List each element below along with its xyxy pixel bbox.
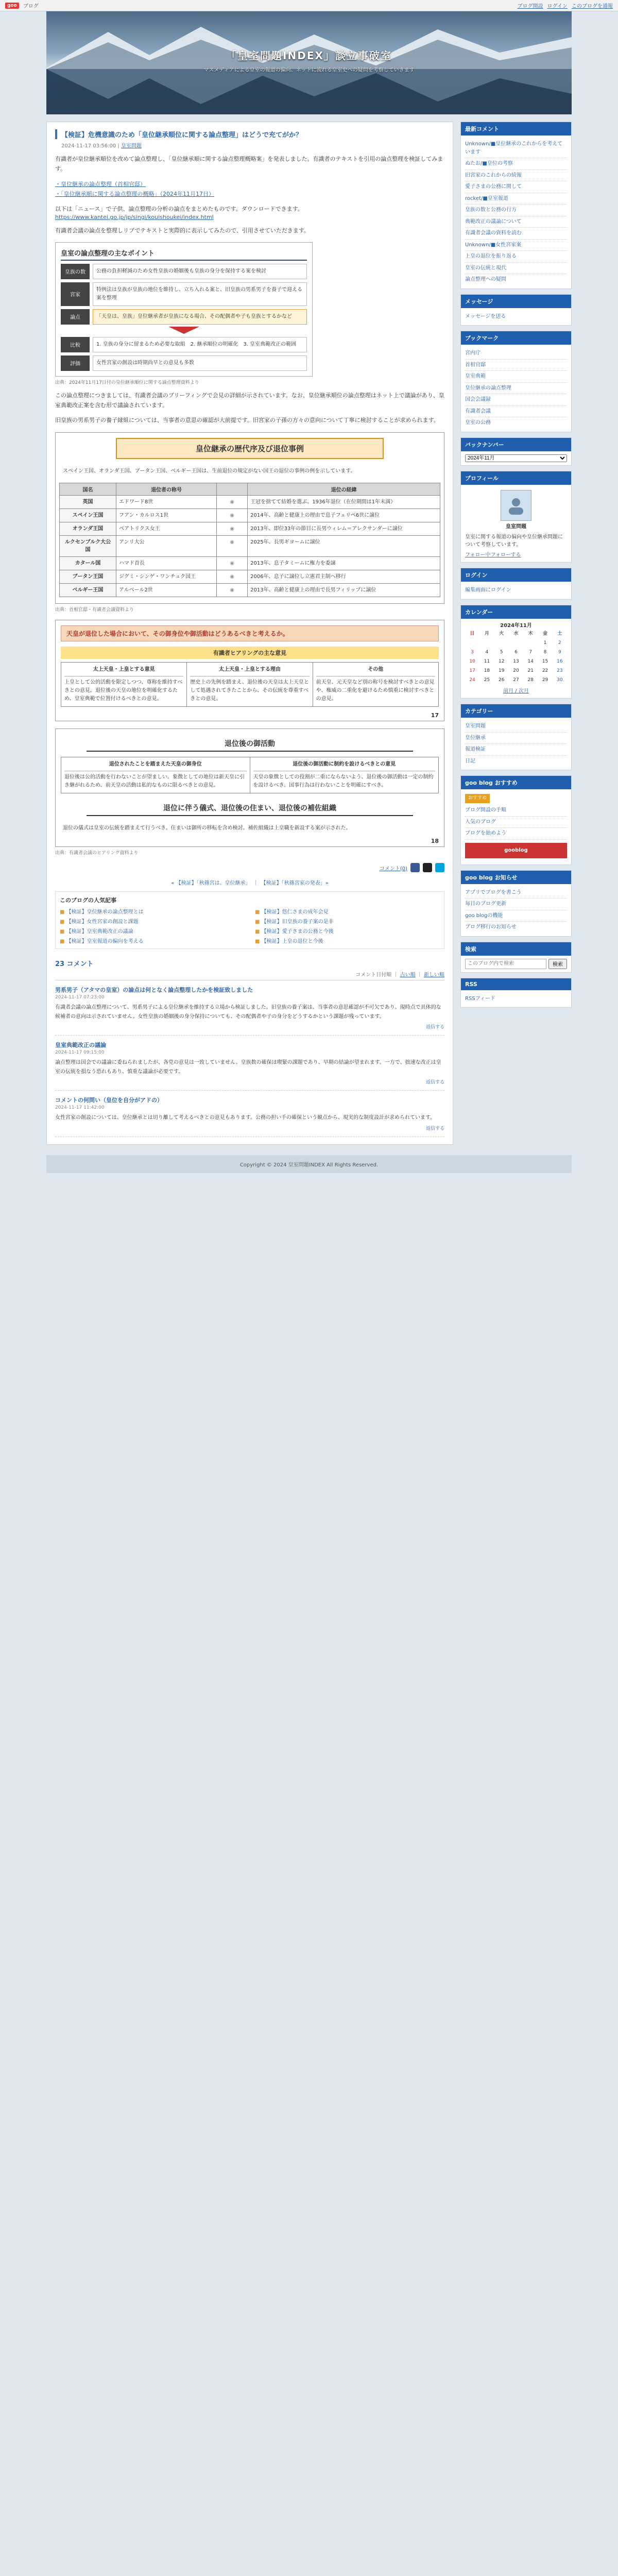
activity-head: 退位後の御活動に制約を設けるべきとの意見 [253, 760, 436, 771]
user-icon [506, 495, 526, 516]
related-title: このブログの人気記事 [60, 897, 116, 904]
slide-row-label: 皇族の数 [61, 264, 90, 279]
footer: Copyright © 2024 皇室問題INDEX All Rights Reserved. [46, 1155, 572, 1173]
opinion-column [313, 663, 438, 706]
portrait-icon: ◉ [217, 584, 248, 597]
country-cell: ブータン王国 [60, 570, 116, 584]
calendar-day [465, 639, 479, 648]
hearing-figure [55, 620, 444, 721]
slide-row [61, 309, 307, 325]
slide-row-text: 1. 皇族の身分に留まるため必要な取組 2. 継承順位の明確化 3. 皇室典範改正の範囲 [93, 337, 307, 352]
country-cell: スペイン王国 [60, 509, 116, 522]
table-row [60, 557, 440, 570]
calendar-widget [460, 605, 572, 699]
calendar-day: 18 [484, 668, 490, 673]
calendar-day: 29 [542, 677, 548, 683]
table-row [60, 584, 440, 597]
slide-row [61, 337, 307, 352]
portrait-icon: ◉ [217, 557, 248, 570]
recommend-badge: おすすめ [465, 794, 490, 803]
reply-link[interactable]: 返信する [425, 1126, 444, 1131]
weekday-label: 日 [470, 631, 475, 636]
comment [55, 1091, 444, 1137]
widget-title: プロフィール [461, 471, 571, 485]
table-caption: 出典：首相官邸・有識者会議資料より [55, 607, 134, 613]
bookmark-item[interactable]: 首相官邸 [465, 360, 567, 371]
comment-meta: 2024-11-17 11:42:00 [55, 1105, 105, 1111]
news-item[interactable]: アプリでブログを書こう [465, 887, 567, 899]
calendar-day: 22 [542, 668, 548, 673]
country-cell: 英国 [60, 496, 116, 509]
recent-comment-item[interactable]: Unknown/■女性宮家案 [465, 240, 567, 251]
recent-comment-item[interactable]: 典範改正の議論について [465, 216, 567, 228]
recent-comment-item[interactable]: 愛子さまの公務に関して [465, 181, 567, 193]
calendar-day: 30 [557, 677, 563, 683]
post-meta: 2024-11-17 03:56:00 | 皇室問題 [61, 143, 142, 149]
slide-row [61, 355, 307, 371]
related-item[interactable]: ■ 【検証】皇位継承の論点整理とは [60, 907, 245, 915]
calendar-day: 1 [543, 640, 547, 646]
activity-head: 退位されたことを踏まえた天皇の御身位 [64, 760, 247, 771]
prev-next-nav[interactable]: « 【検証】「秋篠宮は、皇位継承」 ｜ 【検証】「秋篠宮家の発表」» [171, 880, 329, 887]
calendar-day: 7 [529, 649, 533, 655]
opinion-head: 太上天皇・上皇とする意見 [64, 666, 183, 676]
weekday-label: 土 [557, 631, 562, 636]
widget-title: カテゴリー [461, 704, 571, 718]
backnumber-select[interactable] [465, 454, 567, 462]
widget-title: goo blog おすすめ [461, 776, 571, 789]
table-row [60, 570, 440, 584]
calendar-day: 20 [513, 668, 519, 673]
calendar-day: 8 [543, 649, 547, 655]
opinion-columns [61, 662, 439, 707]
avatar[interactable] [501, 490, 531, 521]
portrait-icon: ◉ [217, 522, 248, 536]
question-sub: 有識者ヒアリングの主な意見 [61, 647, 439, 659]
opinion-text: 上皇として公的活動を限定しつつ、尊称を維持すべきとの意見。退位後の天皇の地位を明確化するため、皇室典範で位置付けるべきとの意見。 [64, 680, 183, 702]
country-cell: ベルギー王国 [60, 584, 116, 597]
calendar-day: 14 [527, 658, 534, 664]
activity-text: 退位後は公的活動を行わないことが望ましい。象徴としての地位は新天皇に引き継がれるため、前天皇の活動は私的なものに限るべきとの意見。 [64, 774, 245, 789]
widget-title: 最新コメント [461, 122, 571, 135]
weekday-label: 木 [528, 631, 533, 636]
related-item[interactable]: ■ 【検証】旧皇族の養子案の是非 [255, 917, 440, 925]
related-item[interactable]: ■ 【検証】愛子さまの公務と今後 [255, 927, 440, 935]
recent-comment-item[interactable]: 論点整理への疑問 [465, 277, 506, 282]
calendar-day: 16 [557, 658, 563, 664]
category-item[interactable]: 報道検証 [465, 744, 567, 756]
opinion-head: 太上天皇・上皇とする理由 [190, 666, 309, 676]
login-widget [460, 568, 572, 600]
x-share-icon[interactable] [423, 863, 432, 872]
portrait-icon: ◉ [217, 536, 248, 557]
news-item[interactable]: goo blogの機能 [465, 910, 567, 922]
widget-title: ブックマーク [461, 331, 571, 345]
down-arrow-icon [168, 327, 199, 334]
sort-old-link[interactable]: 古い順 [400, 972, 416, 978]
slide-caption: 出典：2024年11月17日付の皇位継承順位に関する論点整理資料より [55, 380, 199, 385]
title-cell: エドワード8世 [116, 496, 217, 509]
category-item[interactable]: 日記 [465, 758, 475, 764]
related-item[interactable]: ■ 【検証】上皇の退位と今後 [255, 937, 440, 944]
bookmark-item[interactable]: 宮内庁 [465, 348, 567, 360]
comment-body: 論点整理は国会での議論に委ねられましたが、各党の意見は一致していません。皇族数の確保は喫緊の課題であり、早期の結論が望まれます。一方で、拙速な改正は皇室の伝統を損なう恐れもあり、慎重な議論が必要です。 [55, 1060, 441, 1075]
recent-comment-item[interactable]: 有識者会議の資料を読む [465, 228, 567, 240]
widget-title: ログイン [461, 568, 571, 582]
slide-row-text: 「天皇は、皇族」皇位継承者が皇族になる場合、その配偶者や子も皇族とするかなど [93, 309, 307, 325]
figure-caption: 出典：有識者会議のヒアリング資料より [55, 851, 139, 856]
calendar-day: 3 [471, 649, 474, 655]
comment [55, 1036, 444, 1091]
weekday-label: 水 [513, 631, 519, 636]
calendar-day: 25 [484, 677, 490, 683]
post-category[interactable]: 皇室問題 [121, 143, 142, 149]
calendar-day: 23 [557, 668, 563, 673]
sort-new-link[interactable]: 新しい順 [424, 972, 444, 978]
widget-title: メッセージ [461, 295, 571, 308]
portrait-icon: ◉ [217, 496, 248, 509]
comment-meta: 2024-11-17 07:23:00 [55, 995, 105, 1001]
opinion-head: その他 [316, 666, 435, 676]
calendar-day: 12 [498, 658, 505, 664]
page-number: 18 [431, 838, 439, 845]
share-row [55, 863, 444, 872]
facebook-share-icon[interactable] [410, 863, 420, 872]
weekday-label: 月 [484, 631, 489, 636]
abdication-table [59, 483, 440, 597]
country-cell: カタール国 [60, 557, 116, 570]
profile-name[interactable]: 皇室問題 [506, 524, 526, 530]
category-item[interactable]: 皇位継承 [465, 733, 567, 744]
blog-open-link[interactable]: ブログ開設 [517, 4, 543, 9]
title-cell: アルベール2世 [116, 584, 217, 597]
recent-comment-item[interactable]: 皇族の数と公務の行方 [465, 205, 567, 216]
bookmark-item[interactable]: 皇室の公務 [465, 420, 491, 426]
widget-title: goo blog お知らせ [461, 871, 571, 884]
calendar-day: 11 [484, 658, 490, 664]
bookmark-item[interactable]: 皇室典範 [465, 371, 567, 383]
login-link[interactable]: ログイン [547, 4, 568, 9]
blog-subtitle: マスメディアによる皇室の報道の偏向、ネットに流れる皇室史への疑問を考察していきます [203, 67, 415, 73]
detail-cell: 2025年、長男ギヨームに譲位 [248, 536, 440, 557]
calendar-nav[interactable]: 前月 / 次月 [503, 688, 529, 694]
rss-link[interactable]: RSSフィード [465, 995, 495, 1002]
note-url[interactable]: https://www.kantei.go.jp/jp/singi/kouishoukei/index.html [55, 214, 214, 221]
calendar-day [509, 639, 523, 648]
section-title: 退位後の御活動 [87, 734, 413, 752]
col-header: 退位者の称号 [116, 483, 217, 496]
related-item[interactable]: ■ 【検証】皇室報道の偏向を考える [60, 937, 245, 944]
figure-note: スペイン王国、オランダ王国、ブータン王国、ベルギー王国は、生前退位の規定がない国王の退位の事例の例を示しています。 [63, 468, 356, 474]
widget-title: RSS [461, 978, 571, 990]
calendar-day: 9 [558, 649, 561, 655]
top-bar [0, 0, 618, 11]
calendar-day: 26 [498, 677, 505, 683]
message-widget [460, 294, 572, 326]
comment-body: 有識者会議の論点整理について、男系男子による皇位継承を維持する立場から検証しました。旧皇族の養子案は、当事者の意思確認が不可欠であり、現時点で具体的な候補者の意向は示されていません。女性皇族の婚姻後の身分保持についても、その配偶者や子の身分をどうするかという課題が残っています。 [55, 1005, 441, 1020]
calendar-day: 27 [513, 677, 519, 683]
source-link-2[interactable]: ・「皇位継承順に関する論点整理の概略」（2024年11月17日） [55, 190, 214, 197]
send-message-link[interactable]: メッセージを送る [465, 313, 506, 319]
comment-body: 女性宮家の創設については、皇位継承とは切り離して考えるべきとの意見もあります。公務の担い手の確保という観点から、現実的な制度設計が求められています。 [55, 1115, 436, 1121]
calendar-day: 4 [485, 649, 489, 655]
calendar-day: 28 [527, 677, 534, 683]
page-number: 17 [431, 712, 439, 719]
opinion-text: 前天皇、元天皇など別の称号を検討すべきとの意見や、権威の二重化を避けるため慎重に検討すべきとの意見。 [316, 680, 435, 702]
bookmark-widget [460, 331, 572, 432]
slide-row-text: 女性宮家の創設は時期尚早との意見も多数 [93, 355, 307, 371]
title-cell: フアン・カルロス1世 [116, 509, 217, 522]
recent-comment-item[interactable]: 上皇の退位を振り返る [465, 251, 567, 263]
bottom-text: 退位の儀式は皇室の伝統を踏まえて行うべき。住まいは御所の移転を含め検討。補佐組織は上皇職を新設する案が示された。 [63, 825, 351, 832]
opinion-column [61, 663, 187, 706]
summary-slide [55, 242, 313, 377]
slide-row-label: 論点 [61, 309, 90, 325]
calendar-month: 2024年11月 [500, 622, 532, 629]
col-header [217, 483, 248, 496]
reply-link[interactable]: 返信する [425, 1025, 444, 1030]
comment [55, 980, 444, 1036]
detail-cell: 2013年、息子タミームに権力を委譲 [248, 557, 440, 570]
slide-row-label: 比較 [61, 337, 90, 352]
calendar-day: 2 [558, 640, 561, 646]
detail-cell: 2014年、高齢と健康上の理由で息子フェリペ6世に譲位 [248, 509, 440, 522]
edit-login-link[interactable]: 編集画面にログイン [465, 587, 511, 593]
post-body-1: 有識者会議の論点を整理しリブでテキストと実際的に表示してみたので、引用させていただきます。 [55, 227, 310, 234]
col-header: 国名 [60, 483, 116, 496]
rss-widget [460, 978, 572, 1008]
related-item[interactable]: ■ 【検証】皇室典範改正の議論 [60, 927, 245, 935]
widget-title: カレンダー [461, 605, 571, 619]
calendar-day: 10 [469, 658, 475, 664]
search-button[interactable]: 検索 [548, 959, 567, 969]
slide-row-text: 公務の負担軽減のため女性皇族の婚姻後も皇族の身分を保持する案を検討 [93, 264, 307, 279]
comment-count-link[interactable]: コメント(0) [379, 866, 407, 872]
detail-cell: 2013年、即位33年の節目に長男ウィレム＝アレクサンダーに譲位 [248, 522, 440, 536]
recent-comment-item[interactable]: 皇室の伝統と現代 [465, 263, 567, 275]
bookmark-item[interactable]: 皇位継承の論点整理 [465, 383, 567, 395]
note-source: 以下は「ニュース」で子供、論点整理の分析の論点をまとめたものです。ダウンロードできます。 [55, 206, 303, 212]
abdication-table-figure [55, 432, 444, 604]
related-item[interactable]: ■ 【検証】女性宮家の創設と課題 [60, 917, 245, 925]
calendar-day: 15 [542, 658, 548, 664]
backnumber-widget [460, 437, 572, 466]
slide-row-label: 評価 [61, 355, 90, 371]
hatena-bookmark-icon[interactable] [435, 863, 444, 872]
bookmark-item[interactable]: 有識者会議 [465, 406, 567, 418]
calendar-day: 19 [498, 668, 505, 673]
reply-link[interactable]: 返信する [425, 1080, 444, 1086]
recommend-item[interactable]: ブログ開設の手順 [465, 805, 567, 817]
related-item[interactable]: ■ 【検証】悠仁さまの成年会見 [255, 907, 440, 915]
table-row [60, 522, 440, 536]
goo-logo[interactable]: goo [5, 3, 19, 9]
detail-cell: 2006年、息子に譲位し立憲君主制へ移行 [248, 570, 440, 584]
recommend-item[interactable]: ブログを始めよう [465, 828, 567, 840]
col-header: 退位の経緯 [248, 483, 440, 496]
calendar-day [494, 639, 509, 648]
comment-title[interactable]: コメントの何問い（皇位を自分がアドの） [55, 1097, 163, 1104]
title-cell: ベアトリクス女王 [116, 522, 217, 536]
recent-comment-item[interactable]: Unknown/■皇位継承のこれからを考えています [465, 139, 567, 158]
news-item[interactable]: ブログ移行のお知らせ [465, 924, 517, 930]
goo-banner[interactable]: gooblog [465, 843, 567, 858]
profile-text: 皇室に関する報道の偏向や皇位継承問題について考察しています。 [465, 534, 563, 548]
goo-news-widget [460, 870, 572, 937]
portrait-icon: ◉ [217, 509, 248, 522]
calendar-grid [465, 630, 567, 685]
topbar-label: ブログ [23, 4, 39, 9]
recent-comment-item[interactable]: rocket/■皇室報道 [465, 193, 567, 205]
weekday-label: 金 [543, 631, 548, 636]
header-banner [46, 11, 572, 114]
activities-figure [55, 728, 444, 847]
country-cell: ルクセンブルク大公国 [60, 536, 116, 557]
widget-title: バックナンバー [461, 438, 571, 451]
bookmark-item[interactable]: 国会会議録 [465, 394, 567, 406]
table-row [60, 496, 440, 509]
source-link-1[interactable]: ・皇位継承の論点整理（首相官邸） [55, 180, 146, 188]
calendar-day [523, 639, 538, 648]
activity-column [250, 757, 439, 793]
slide-row-label: 宮家 [61, 282, 90, 306]
calendar-day: 24 [469, 677, 475, 683]
blog-title[interactable]: 「皇室問題INDEX」談立事破室 [226, 49, 392, 62]
category-item[interactable]: 皇室問題 [465, 721, 567, 733]
comments-title: 23 コメント [55, 960, 94, 969]
search-input[interactable] [465, 959, 546, 969]
post-article [46, 122, 453, 1145]
news-item[interactable]: 毎日のブログ更新 [465, 899, 567, 910]
calendar-day: 5 [500, 649, 503, 655]
detail-cell: 2013年、高齢と健康上の理由で長男フィリップに譲位 [248, 584, 440, 597]
opinion-column [187, 663, 313, 706]
table-row [60, 509, 440, 522]
question-heading: 天皇が退位した場合において、その御身位や御活動はどうあるべきと考えるか。 [61, 625, 439, 641]
bottom-title: 退位に伴う儀式、退位後の住まい、退位後の補佐組織 [87, 799, 413, 816]
follow-link[interactable]: フォロー中フォローする [465, 552, 521, 558]
activity-columns [61, 757, 439, 793]
goo-recommend-widget [460, 775, 572, 865]
slide-title: 皇室の論点整理の主なポイント [61, 248, 307, 261]
category-widget [460, 704, 572, 770]
calendar-day [479, 639, 494, 648]
slide-row-text: 特例法は皇族が皇族の地位を維持し、立ち入れる案と、旧皇族の男系男子を養子で迎える案を整理 [93, 282, 307, 306]
search-widget [460, 942, 572, 973]
recent-comment-item[interactable]: 旧宮家のこれからの続報 [465, 170, 567, 182]
figure-heading: 皇位継承の歴代序及び退位事例 [116, 438, 384, 459]
calendar-day: 6 [514, 649, 518, 655]
post-date: 2024-11-17 03:56:00 [61, 143, 116, 149]
comment-title[interactable]: 皇室典範改正の議論 [55, 1042, 106, 1049]
post-intro: 有識者が皇位継承順位を改めて論点整理し、「皇位継承順に関する論点整理概略案」を発表しました。有識者のテキストを引用の論点整理を検証してみます。 [55, 156, 443, 173]
post-title[interactable]: 【検証】危機意識のため「皇位継承順位に関する論点整理」はどうで充てがか？ [55, 129, 444, 139]
weekday-label: 火 [499, 631, 504, 636]
post-body-3: 旧皇族の男系男子の養子縁組については、当事者の意思の確認が大前提です。旧宮家の子孫の方々の意向について丁寧に検討することが求められます。 [55, 417, 439, 423]
sort-label: コメント日付順 [355, 972, 392, 978]
table-row [60, 536, 440, 557]
slide-row [61, 282, 307, 306]
post-body-2: この論点整理につきましては、有識者会議のブリーフィングで会見の詳細が示されています。なお、皇位継承順位の論点整理はネット上で議論があり、皇室典範改正案を含む形で議論されています。 [55, 392, 444, 409]
activity-column [61, 757, 250, 793]
title-cell: アンリ大公 [116, 536, 217, 557]
calendar-day: 17 [469, 668, 475, 673]
opinion-text: 歴史上の先例を踏まえ、退位後の天皇は太上天皇として処遇されてきたことから、その伝統を尊重すべきとの意見。 [190, 680, 309, 702]
calendar-day: 13 [513, 658, 519, 664]
title-cell: ハマド首長 [116, 557, 217, 570]
related-posts [55, 891, 444, 949]
detail-cell: 王冠を捨てて結婚を選ぶ。1936年退位（在位期間は1年未満） [248, 496, 440, 509]
recent-comment-item[interactable]: ぬたお/■皇位の考察 [465, 158, 567, 170]
portrait-icon: ◉ [217, 570, 248, 584]
report-link[interactable]: このブログを通報 [572, 4, 613, 9]
title-cell: ジグミ・シンゲ・ワンチュク国王 [116, 570, 217, 584]
calendar-day: 21 [527, 668, 534, 673]
country-cell: オランダ王国 [60, 522, 116, 536]
recent-comments-widget [460, 122, 572, 289]
comments-sort: コメント日付順 ｜ 古い順 ｜ 新しい順 [55, 968, 444, 980]
widget-title: 検索 [461, 942, 571, 956]
slide-row [61, 264, 307, 279]
profile-widget [460, 471, 572, 563]
recommend-item[interactable]: 人気のブログ [465, 817, 567, 828]
comment-title[interactable]: 男系男子（アタマの皇室）の論点は何となく論点整理したかを検証致しました [55, 987, 253, 994]
activity-text: 天皇の象徴としての役割が二重にならないよう、退位後の御活動は一定の制約を設けるべき。国事行為は行わないことを明確にすべき。 [253, 774, 434, 789]
comment-meta: 2024-11-17 09:15:00 [55, 1050, 105, 1056]
